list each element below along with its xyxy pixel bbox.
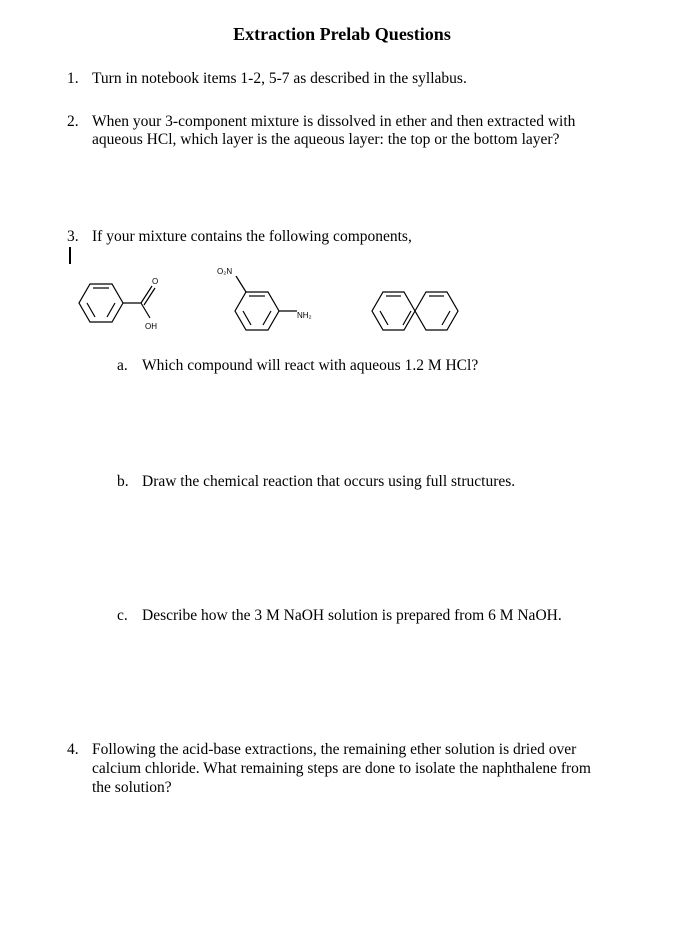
subquestion-letter: c. xyxy=(117,607,128,624)
naphthalene-ring-left xyxy=(372,292,415,330)
benzoic-o-label: O xyxy=(152,277,159,286)
question-number: 4. xyxy=(67,741,79,758)
nh2-label: NH₂ xyxy=(297,311,312,320)
naphthalene-ring-right xyxy=(415,292,458,330)
benzoic-oh-label: OH xyxy=(145,322,157,331)
o2n-label: O₂N xyxy=(217,267,233,276)
nitroaniline-structure xyxy=(235,276,297,330)
hydroxyl-bond xyxy=(141,303,150,318)
question-text: If your mixture contains the following components, xyxy=(92,228,412,245)
subquestion-text: Draw the chemical reaction that occurs using full structures. xyxy=(142,473,516,490)
question-text-line: aqueous HCl, which layer is the aqueous layer: the top or the bottom layer? xyxy=(92,131,560,148)
nitro-bond xyxy=(236,276,246,292)
naphthalene-structure xyxy=(372,292,458,330)
subquestion-letter: a. xyxy=(117,357,128,374)
question-text-line: calcium chloride. What remaining steps are done to isolate the naphthalene from xyxy=(92,760,591,777)
question-number: 2. xyxy=(67,113,79,130)
benzene-ring xyxy=(79,284,123,322)
benzene-ring xyxy=(235,292,279,330)
benzoic-acid-structure xyxy=(79,284,155,322)
subquestion-text: Describe how the 3 M NaOH solution is prepared from 6 M NaOH. xyxy=(142,607,562,624)
question-text-line: Following the acid-base extractions, the remaining ether solution is dried over xyxy=(92,741,577,758)
question-text-line: When your 3-component mixture is dissolved in ether and then extracted with xyxy=(92,113,576,130)
subquestion-letter: b. xyxy=(117,473,129,490)
question-number: 3. xyxy=(67,228,79,245)
question-text-line: the solution? xyxy=(92,779,172,796)
subquestion-text: Which compound will react with aqueous 1.2 M HCl? xyxy=(142,357,479,374)
question-number: 1. xyxy=(67,70,79,87)
question-text: Turn in notebook items 1-2, 5-7 as described in the syllabus. xyxy=(92,70,467,87)
page-title: Extraction Prelab Questions xyxy=(233,24,451,44)
